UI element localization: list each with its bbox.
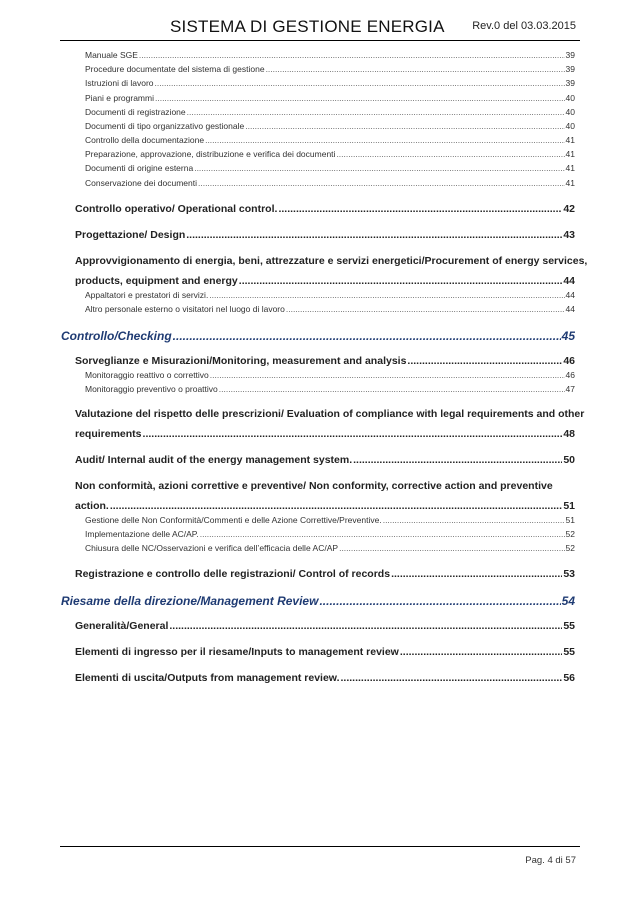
page-number: Pag. 4 di 57 [525, 855, 576, 866]
toc-entry-uscita[interactable]: Elementi di uscita/Outputs from management review. ..... 56 [61, 671, 575, 685]
revision-label: Rev.0 del 03.03.2015 [472, 20, 576, 32]
toc-entry-checking[interactable]: Controllo/Checking ..... 45 [61, 328, 575, 344]
toc-entry-sorveglianze[interactable]: Sorveglianze e Misurazioni/Monitoring, measurement and analysis ..... 46 [61, 354, 575, 368]
toc-entry-istruzioni[interactable]: Istruzioni di lavoro ..... 39 [61, 76, 575, 90]
toc-entry-riesame[interactable]: Riesame della direzione/Management Review ..... 54 [61, 593, 575, 609]
toc-entry-manuale[interactable]: Manuale SGE ..... 39 [61, 48, 575, 62]
toc-entry-altro-personale[interactable]: Altro personale esterno o visitatori nel luogo di lavoro ..... 44 [61, 302, 575, 316]
toc-entry-chiusura[interactable]: Chiusura delle NC/Osservazioni e verifica dell’efficacia delle AC/AP ..... 52 [61, 541, 575, 555]
toc-entry-ingresso[interactable]: Elementi di ingresso per il riesame/Inputs to management review ..... 55 [61, 645, 575, 659]
toc-entry-appaltatori[interactable]: Appaltatori e prestatori di servizi. ..... 44 [61, 288, 575, 302]
table-of-contents [61, 48, 588, 685]
toc-entry-procedure[interactable]: Procedure documentate del sistema di gestione ..... 39 [61, 62, 575, 76]
toc-entry-monitoraggio-reattivo[interactable]: Monitoraggio reattivo o correttivo ..... 46 [61, 368, 575, 382]
toc-entry-controllo-operativo[interactable]: Controllo operativo/ Operational control. ..... 42 [61, 202, 575, 216]
toc-entry-gestione-nc[interactable]: Gestione delle Non Conformità/Commenti e delle Azione Correttive/Preventive. ..... 51 [61, 513, 575, 527]
toc-entry-doc-organizzativo[interactable]: Documenti di tipo organizzativo gestionale ..... 40 [61, 119, 575, 133]
toc-entry-progettazione[interactable]: Progettazione/ Design ..... 43 [61, 228, 575, 242]
toc-entry-implementazione[interactable]: Implementazione delle AC/AP. ..... 52 [61, 527, 575, 541]
toc-entry-valutazione[interactable]: Valutazione del rispetto delle prescrizioni/ Evaluation of compliance with legal requirements and other requirements ..... 48 [61, 407, 575, 441]
page-header [60, 14, 580, 41]
document-title: SISTEMA DI GESTIONE ENERGIA [170, 17, 445, 36]
toc-entry-controllo-doc[interactable]: Controllo della documentazione ..... 41 [61, 133, 575, 147]
toc-entry-origine-esterna[interactable]: Documenti di origine esterna ..... 41 [61, 162, 575, 176]
toc-entry-generalita[interactable]: Generalità/General ..... 55 [61, 619, 575, 633]
toc-entry-approvvigionamento[interactable]: Approvvigionamento di energia, beni, attrezzature e servizi energetici/Procurement of energy services, products, equipment and energy ..... 44 [61, 254, 575, 288]
toc-entry-non-conformita[interactable]: Non conformità, azioni correttive e preventive/ Non conformity, corrective action and preventive action. ..... 51 [61, 479, 575, 513]
toc-entry-preparazione[interactable]: Preparazione, approvazione, distribuzione e verifica dei documenti ..... 41 [61, 147, 575, 161]
page-footer [60, 846, 580, 866]
toc-entry-piani[interactable]: Piani e programmi ..... 40 [61, 91, 575, 105]
toc-entry-audit[interactable]: Audit/ Internal audit of the energy management system. ..... 50 [61, 453, 575, 467]
toc-entry-conservazione[interactable]: Conservazione dei documenti ..... 41 [61, 176, 575, 190]
toc-entry-registrazione[interactable]: Registrazione e controllo delle registrazioni/ Control of records ..... 53 [61, 567, 575, 581]
toc-entry-doc-registrazione[interactable]: Documenti di registrazione ..... 40 [61, 105, 575, 119]
toc-entry-monitoraggio-preventivo[interactable]: Monitoraggio preventivo o proattivo ..... 47 [61, 382, 575, 396]
